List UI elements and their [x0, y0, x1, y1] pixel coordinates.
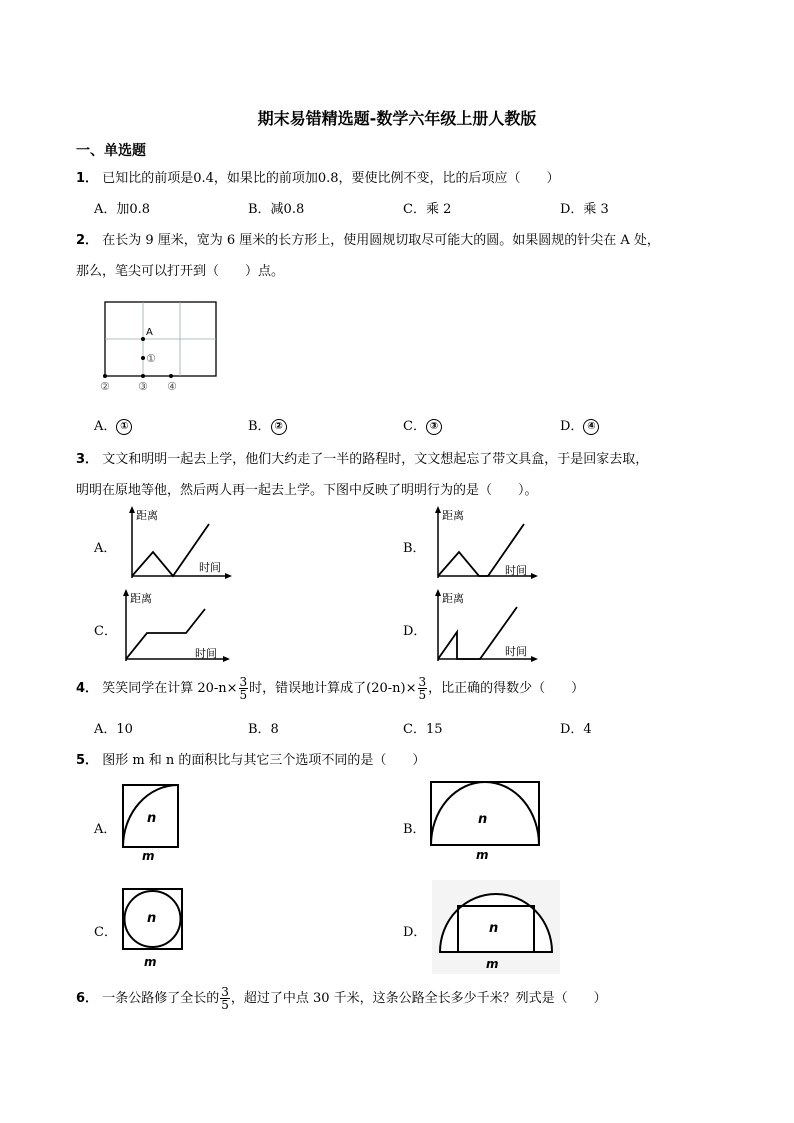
point-a [141, 337, 145, 341]
question-text-c: ，比正确的得数少（ ） [428, 681, 585, 696]
q4-option-c[interactable]: C．15 [403, 722, 443, 737]
y-axis-label: 距离 [442, 592, 464, 605]
question-4 [76, 676, 584, 701]
point-4 [169, 374, 173, 378]
x-axis-label: 时间 [199, 561, 221, 574]
label-n: n [489, 921, 499, 936]
label-n: n [478, 812, 488, 827]
option-letter: A． [94, 419, 117, 434]
q5-figure-d [432, 880, 560, 974]
option-letter: B． [248, 419, 271, 434]
fraction-numerator: 3 [221, 985, 229, 999]
fraction-denominator: 5 [221, 998, 229, 1012]
question-5 [76, 749, 425, 768]
question-text-b: ，超过了中点 30 千米，这条公路全长多少千米？列式是（ ） [230, 991, 607, 1006]
point-2 [103, 374, 107, 378]
label-m: m [144, 955, 157, 969]
option-letter: D． [560, 419, 584, 434]
question-number: 5． [76, 753, 99, 768]
question-text-a: 一条公路修了全长的 [102, 991, 220, 1006]
fraction-numerator: 3 [418, 675, 427, 689]
y-axis-label: 距离 [136, 509, 158, 522]
point-a-label: A [146, 327, 153, 338]
q2-option-d[interactable] [560, 415, 599, 435]
question-text-line1: 在长为 9 厘米，宽为 6 厘米的长方形上，使用圆规切取尽可能大的圆。如果圆规的针尖在 A 处， [102, 233, 660, 248]
y-axis-arrow [129, 506, 135, 513]
distance-line [126, 609, 205, 659]
x-axis-arrow [531, 656, 538, 662]
q5-option-c[interactable]: C． [94, 925, 117, 940]
q1-option-a[interactable]: A．加0.8 [94, 202, 151, 217]
question-1 [76, 167, 560, 186]
label-n: n [147, 911, 157, 926]
fraction-numerator: 3 [239, 675, 248, 689]
label-m: m [476, 848, 489, 862]
option-mark: ④ [583, 419, 599, 435]
x-axis-label: 时间 [505, 645, 527, 658]
question-number: 3． [76, 452, 99, 467]
q2-option-a[interactable] [94, 415, 132, 435]
y-axis-arrow [123, 589, 129, 596]
y-axis-arrow [435, 506, 441, 513]
q5-figure-c [118, 886, 186, 970]
question-3-line2: 明明在原地等他，然后两人再一起去上学。下图中反映了明明行为的是（ ）。 [76, 483, 538, 498]
q4-option-d[interactable]: D．4 [560, 722, 592, 737]
point-1 [141, 356, 145, 360]
option-letter: C． [403, 419, 426, 434]
q3-graph-c [116, 587, 232, 667]
y-axis-label: 距离 [130, 592, 152, 605]
label-m: m [142, 849, 155, 863]
section-heading: 一、单选题 [76, 143, 146, 159]
q3-option-a[interactable]: A． [94, 541, 117, 556]
question-number: 4． [76, 681, 99, 696]
mark-3-label: ③ [138, 380, 148, 393]
q1-option-c[interactable]: C．乘 2 [403, 202, 452, 217]
q3-option-b[interactable]: B． [403, 541, 426, 556]
q3-option-c[interactable]: C． [94, 624, 117, 639]
q5-figure-b [426, 778, 544, 864]
option-mark: ③ [426, 419, 442, 435]
q5-option-a[interactable]: A． [94, 822, 117, 837]
q2-rectangle-figure [96, 296, 226, 396]
y-axis-label: 距离 [442, 509, 464, 522]
fraction-denominator: 5 [239, 688, 248, 702]
mark-4-label: ④ [167, 380, 177, 393]
label-m: m [486, 957, 499, 971]
q5-figure-a [118, 782, 184, 864]
fraction-denominator: 5 [418, 688, 427, 702]
q1-option-b[interactable]: B．减0.8 [248, 202, 305, 217]
question-number: 2． [76, 233, 99, 248]
question-text-b: 时，错误地计算成了(20-n)× [249, 681, 417, 696]
fraction [239, 676, 249, 701]
question-text: 图形 m 和 n 的面积比与其它三个选项不同的是（ ） [102, 753, 426, 768]
mark-2-label: ② [100, 380, 110, 393]
mark-1-label: ① [146, 352, 156, 365]
q1-option-d[interactable]: D．乘 3 [560, 202, 609, 217]
x-axis-arrow [531, 573, 538, 579]
x-axis-label: 时间 [195, 647, 217, 660]
q3-graph-a [122, 504, 232, 584]
q3-graph-d [428, 587, 538, 667]
y-axis-arrow [435, 589, 441, 596]
page-title: 期末易错精选题-数学六年级上册人教版 [257, 109, 537, 128]
x-axis-arrow [223, 656, 230, 662]
q2-option-b[interactable] [248, 415, 287, 435]
x-axis-arrow [225, 573, 232, 579]
q5-option-d[interactable]: D． [403, 925, 427, 940]
distance-line [132, 524, 209, 576]
question-text: 已知比的前项是0.4，如果比的前项加0.8，要使比例不变，比的后项应（ ） [102, 171, 560, 186]
question-text-line1: 文文和明明一起去上学，他们大约走了一半的路程时，文文想起忘了带文具盒，于是回家去取， [102, 452, 649, 467]
q2-option-c[interactable] [403, 415, 442, 435]
option-mark: ② [271, 419, 287, 435]
fraction [220, 986, 230, 1011]
q3-option-d[interactable]: D． [403, 624, 427, 639]
point-3 [141, 374, 145, 378]
q3-graph-b [428, 504, 538, 584]
fraction [418, 676, 428, 701]
q5-option-b[interactable]: B． [403, 822, 426, 837]
question-text-a: 笑笑同学在计算 20-n× [102, 681, 238, 696]
question-2 [76, 229, 660, 248]
question-number: 1． [76, 171, 99, 186]
question-3 [76, 448, 648, 467]
question-2-line2: 那么，笔尖可以打开到（ ）点。 [76, 264, 285, 279]
q4-option-b[interactable]: B．8 [248, 722, 279, 737]
x-axis-label: 时间 [505, 564, 527, 577]
question-6 [76, 986, 607, 1011]
option-mark: ① [116, 419, 132, 435]
question-number: 6． [76, 991, 99, 1006]
q4-option-a[interactable]: A．10 [94, 722, 133, 737]
label-n: n [147, 811, 157, 826]
